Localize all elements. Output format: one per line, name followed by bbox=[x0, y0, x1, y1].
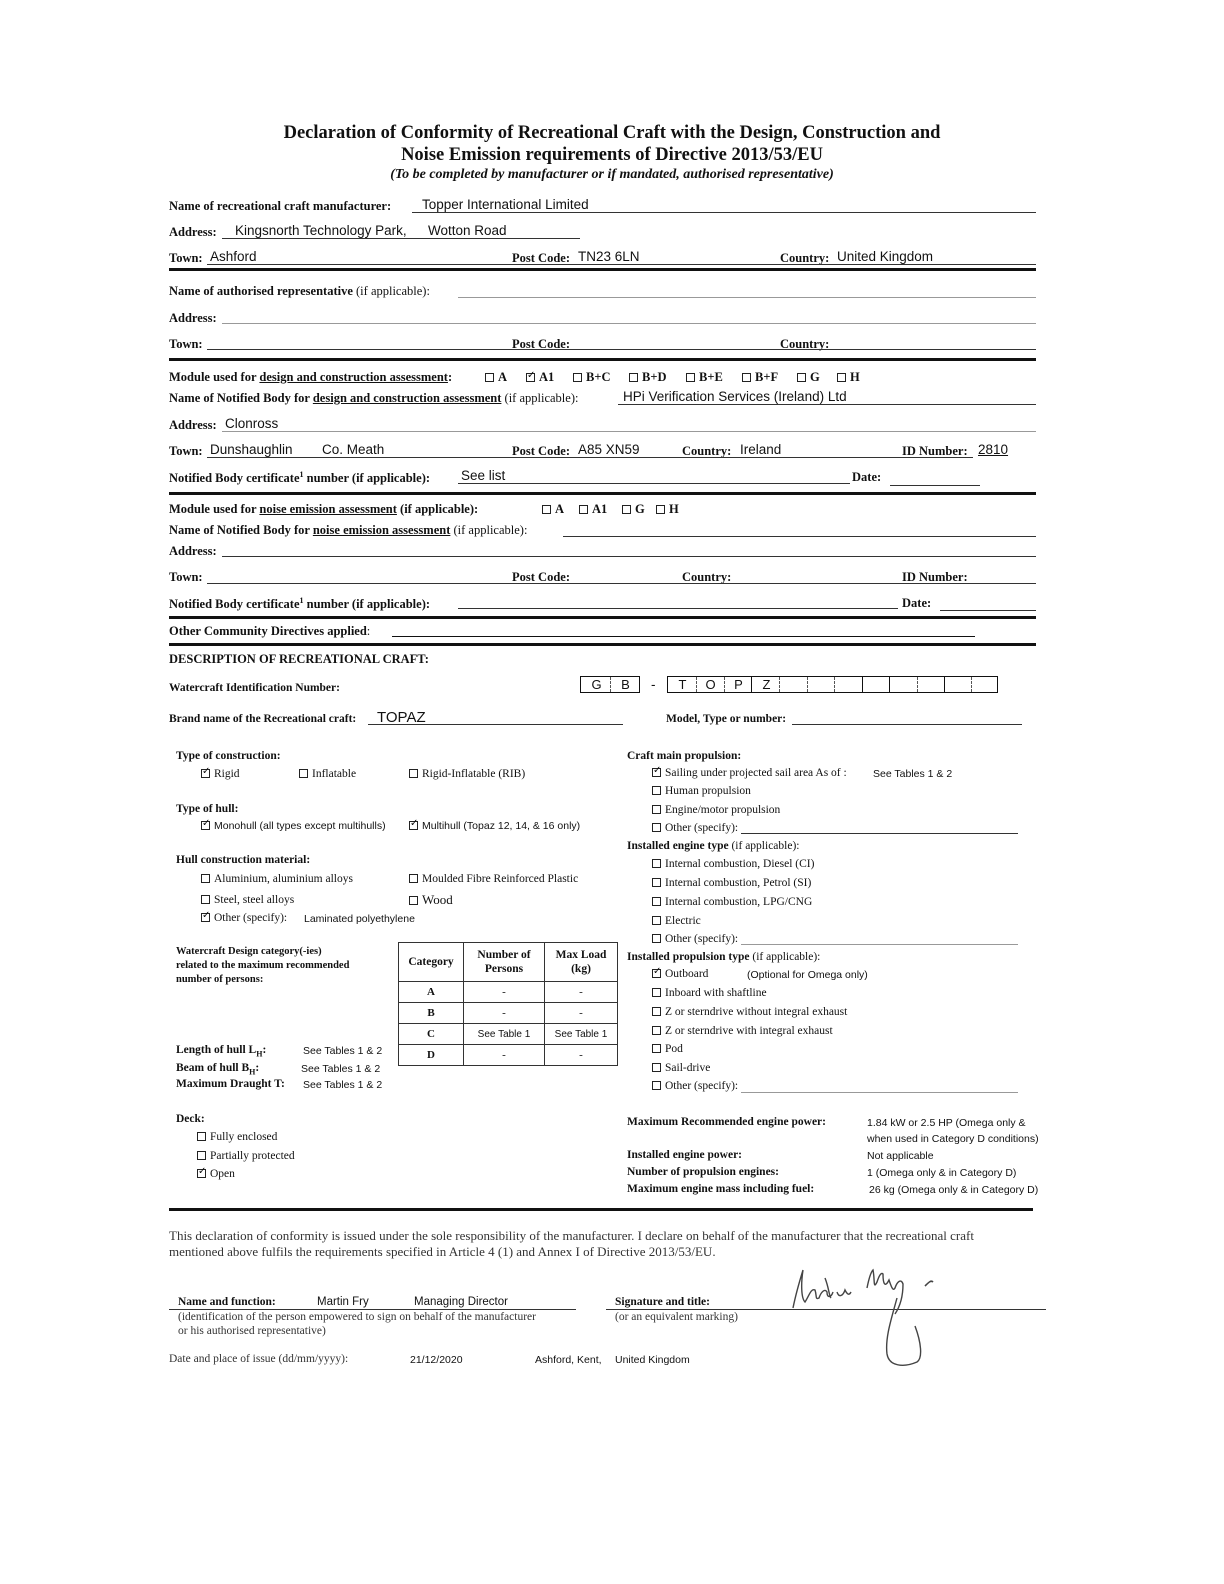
design-module-BC-checkbox-icon[interactable] bbox=[573, 373, 582, 382]
propulsion-engine[interactable] bbox=[652, 804, 780, 816]
multihull-checkbox-icon[interactable] bbox=[409, 821, 418, 830]
table-cell: See Table 1 bbox=[545, 1024, 618, 1045]
authorised-rep-postcode-label: Post Code: bbox=[512, 337, 570, 351]
saildrive-checkbox-icon[interactable] bbox=[652, 1063, 661, 1072]
design-nb-postcode: A85 XN59 bbox=[578, 442, 640, 457]
rib-checkbox-icon[interactable] bbox=[409, 769, 418, 778]
win-char bbox=[972, 677, 999, 692]
petrol-checkbox-icon[interactable] bbox=[652, 878, 661, 887]
design-nb-date-label: Date: bbox=[852, 470, 882, 484]
signature-note: (or an equivalent marking) bbox=[615, 1311, 738, 1323]
design-module-A-checkbox-icon[interactable] bbox=[485, 373, 494, 382]
partially-protected-checkbox-icon[interactable] bbox=[197, 1151, 206, 1160]
steel-checkbox-icon[interactable] bbox=[201, 895, 210, 904]
noise-module-G[interactable] bbox=[622, 502, 645, 517]
design-module-A1-checkbox-icon[interactable] bbox=[526, 373, 535, 382]
noise-module-A1-checkbox-icon[interactable] bbox=[579, 505, 588, 514]
lpg-checkbox-icon[interactable] bbox=[652, 897, 661, 906]
construction-inflatable[interactable] bbox=[299, 768, 356, 780]
manufacturer-name-label: Name of recreational craft manufacturer: bbox=[169, 199, 392, 213]
design-nb-country-label: Country: bbox=[682, 444, 732, 458]
design-module-BE-checkbox-icon[interactable] bbox=[686, 373, 695, 382]
construction-type-label: Type of construction: bbox=[176, 750, 281, 762]
design-nb-country: Ireland bbox=[740, 442, 782, 457]
signature-label: Signature and title: bbox=[615, 1296, 710, 1308]
manufacturer-address-part2: Wotton Road bbox=[428, 223, 507, 238]
design-nb-cert-label-b: number (if applicable): bbox=[303, 471, 431, 486]
other-material-checkbox-icon[interactable] bbox=[201, 913, 210, 922]
design-module-BF-label: B+F bbox=[755, 370, 779, 384]
deck-label: Deck: bbox=[176, 1113, 205, 1125]
propulsion-other-checkbox-icon[interactable] bbox=[652, 823, 661, 832]
z-without-label: Z or sterndrive without integral exhaust bbox=[665, 1006, 848, 1018]
rib-label: Rigid-Inflatable (RIB) bbox=[422, 768, 526, 780]
win-group1 bbox=[580, 676, 640, 693]
design-nb-town-label: Town: bbox=[169, 444, 203, 458]
noise-nb-suffix: (if applicable): bbox=[450, 523, 528, 537]
sail-area-value: See Tables 1 & 2 bbox=[873, 768, 953, 780]
design-module-BF[interactable] bbox=[742, 370, 778, 385]
other-directives-text: Other Community Directives applied bbox=[169, 624, 367, 638]
noise-module-H[interactable] bbox=[656, 502, 679, 517]
table-row bbox=[399, 982, 618, 1003]
win-char: B bbox=[621, 677, 630, 692]
inflatable-label: Inflatable bbox=[312, 768, 357, 780]
material-other[interactable] bbox=[201, 912, 287, 924]
material-steel[interactable] bbox=[201, 894, 294, 906]
max-power-line1: 1.84 kW or 2.5 HP (Omega only & bbox=[867, 1117, 1026, 1129]
installed-power-label: Installed engine power: bbox=[627, 1149, 742, 1161]
noise-module-label bbox=[169, 502, 478, 517]
noise-nb-label bbox=[169, 523, 527, 538]
noise-nb-cert-label-b: number (if applicable): bbox=[303, 597, 431, 612]
table-cell: See Table 1 bbox=[464, 1024, 545, 1045]
fully-enclosed-label: Fully enclosed bbox=[210, 1131, 278, 1143]
design-module-BE[interactable] bbox=[686, 370, 723, 385]
material-aluminium[interactable] bbox=[201, 873, 353, 885]
open-label: Open bbox=[210, 1168, 235, 1180]
signatory-note-line1: (identification of the person empowered to sign on behalf of the manufacturer bbox=[178, 1311, 536, 1323]
design-module-G-label: G bbox=[810, 370, 820, 384]
manufacturer-name: Topper International Limited bbox=[422, 197, 589, 212]
design-module-BF-checkbox-icon[interactable] bbox=[742, 373, 751, 382]
brand-label: Brand name of the Recreational craft: bbox=[169, 713, 357, 725]
inboard-label: Inboard with shaftline bbox=[665, 987, 767, 999]
win-char bbox=[835, 677, 862, 692]
signatory-name: Martin Fry bbox=[317, 1296, 369, 1308]
draught-value: See Tables 1 & 2 bbox=[303, 1079, 383, 1091]
signatory-function: Managing Director bbox=[414, 1296, 508, 1308]
design-category-label-1: Watercraft Design category(-ies) bbox=[176, 946, 322, 957]
table-cell: - bbox=[464, 1045, 545, 1066]
design-nb-cert-value: See list bbox=[461, 468, 506, 483]
other-material-value: Laminated polyethylene bbox=[304, 913, 415, 925]
win-dash: - bbox=[651, 677, 656, 692]
win-char bbox=[918, 677, 945, 692]
noise-nb-prefix: Name of Notified Body for bbox=[169, 523, 313, 537]
aluminium-label: Aluminium, aluminium alloys bbox=[214, 873, 353, 885]
noise-nb-country-label: Country: bbox=[682, 570, 732, 584]
win-char: G bbox=[591, 677, 602, 692]
design-module-A1[interactable] bbox=[526, 370, 554, 385]
wood-label: Wood bbox=[422, 892, 453, 907]
noise-module-A1[interactable] bbox=[579, 502, 607, 517]
signatory-note-line2: or his authorised representative) bbox=[178, 1325, 326, 1337]
issue-place-part2: United Kingdom bbox=[615, 1354, 690, 1366]
win-char bbox=[890, 677, 917, 692]
design-nb-postcode-label: Post Code: bbox=[512, 444, 570, 458]
issue-place-part1: Ashford, Kent, bbox=[535, 1354, 602, 1366]
table-header: Max Load (kg) bbox=[545, 943, 618, 982]
table-cell: A bbox=[399, 982, 464, 1003]
beam-label-text: Beam of hull B bbox=[176, 1062, 250, 1074]
prop-type-label-text: Installed propulsion type bbox=[627, 951, 750, 963]
propulsion-other[interactable] bbox=[652, 822, 738, 834]
authorised-rep-name-suffix: (if applicable): bbox=[352, 284, 430, 298]
engine-other[interactable] bbox=[652, 933, 738, 945]
table-cell: - bbox=[545, 1045, 618, 1066]
design-nb-id-label: ID Number: bbox=[902, 444, 968, 458]
design-module-G[interactable] bbox=[797, 370, 820, 385]
design-nb-cert-label bbox=[169, 470, 430, 486]
electric-label: Electric bbox=[665, 915, 701, 927]
prop-saildrive[interactable] bbox=[652, 1062, 710, 1074]
table-row bbox=[399, 1024, 618, 1045]
issue-date-label: Date and place of issue (dd/mm/yyyy): bbox=[169, 1353, 349, 1365]
win-char bbox=[945, 677, 972, 692]
table-header: Category bbox=[399, 943, 464, 982]
sailing-checkbox-icon[interactable] bbox=[652, 768, 661, 777]
engine-diesel[interactable] bbox=[652, 858, 814, 870]
brand-value: TOPAZ bbox=[377, 709, 426, 726]
design-module-BD-label: B+D bbox=[642, 370, 667, 384]
design-module-BE-label: B+E bbox=[699, 370, 723, 384]
inflatable-checkbox-icon[interactable] bbox=[299, 769, 308, 778]
win-char bbox=[808, 677, 835, 692]
declaration-line1: This declaration of conformity is issued under the sole responsibility of the manufacturer. I declare on behalf of the manufacturer that the recreational craft bbox=[169, 1228, 974, 1243]
win-char bbox=[780, 677, 807, 692]
engine-checkbox-icon[interactable] bbox=[652, 805, 661, 814]
z-with-checkbox-icon[interactable] bbox=[652, 1026, 661, 1035]
table-row bbox=[399, 943, 618, 982]
noise-module-H-label: H bbox=[669, 502, 679, 516]
table-cell: B bbox=[399, 1003, 464, 1024]
design-module-H-label: H bbox=[850, 370, 860, 384]
wood-checkbox-icon[interactable] bbox=[409, 896, 418, 905]
other-directives-colon: : bbox=[366, 624, 371, 638]
design-module-prefix: Module used for bbox=[169, 370, 260, 384]
design-module-label bbox=[169, 370, 452, 385]
max-power-line2: when used in Category D conditions) bbox=[867, 1133, 1039, 1145]
hull-material-label: Hull construction material: bbox=[176, 854, 311, 866]
diesel-label: Internal combustion, Diesel (CI) bbox=[665, 858, 815, 870]
length-label-text: Length of hull L bbox=[176, 1044, 257, 1056]
noise-module-G-label: G bbox=[635, 502, 645, 516]
design-nb-cert-label-a: Notified Body certificate bbox=[169, 471, 300, 486]
pod-checkbox-icon[interactable] bbox=[652, 1044, 661, 1053]
main-propulsion-label: Craft main propulsion: bbox=[627, 750, 742, 762]
handwritten-signature bbox=[785, 1258, 945, 1373]
frp-checkbox-icon[interactable] bbox=[409, 874, 418, 883]
prop-type-label bbox=[627, 951, 820, 963]
installed-power-value: Not applicable bbox=[867, 1150, 934, 1162]
table-cell: - bbox=[545, 982, 618, 1003]
engine-label: Engine/motor propulsion bbox=[665, 804, 781, 816]
manufacturer-country: United Kingdom bbox=[837, 249, 934, 264]
manufacturer-postcode-label: Post Code: bbox=[512, 251, 570, 265]
noise-nb-postcode-label: Post Code: bbox=[512, 570, 570, 584]
open-checkbox-icon[interactable] bbox=[197, 1169, 206, 1178]
design-category-table bbox=[398, 942, 618, 1066]
design-module-A1-label: A1 bbox=[539, 370, 555, 384]
authorised-rep-name-label bbox=[169, 284, 430, 299]
design-module-A[interactable] bbox=[485, 370, 507, 385]
prop-other[interactable] bbox=[652, 1080, 738, 1092]
design-category-label-3: number of persons: bbox=[176, 974, 264, 985]
table-cell: D bbox=[399, 1045, 464, 1066]
beam-label-sub: H bbox=[249, 1067, 256, 1077]
beam-value: See Tables 1 & 2 bbox=[301, 1063, 381, 1075]
table-row bbox=[399, 1003, 618, 1024]
design-module-G-checkbox-icon[interactable] bbox=[797, 373, 806, 382]
design-module-H[interactable] bbox=[837, 370, 860, 385]
steel-label: Steel, steel alloys bbox=[214, 894, 295, 906]
beam-label: Beam of hull $B_H$: bbox=[176, 1062, 260, 1077]
design-nb-name: HPi Verification Services (Ireland) Ltd bbox=[623, 389, 847, 404]
engine-mass-value: 26 kg (Omega only & in Category D) bbox=[869, 1184, 1039, 1196]
authorised-rep-name-text: Name of authorised representative bbox=[169, 284, 353, 298]
prop-outboard[interactable] bbox=[652, 968, 708, 980]
engine-count-label: Number of propulsion engines: bbox=[627, 1166, 779, 1178]
model-label: Model, Type or number: bbox=[666, 713, 787, 725]
propulsion-human[interactable] bbox=[652, 785, 751, 797]
win-group2 bbox=[667, 676, 998, 693]
construction-rigid[interactable] bbox=[201, 768, 240, 780]
manufacturer-address-part1: Kingsnorth Technology Park, bbox=[235, 223, 407, 238]
authorised-rep-country-label: Country: bbox=[780, 337, 830, 351]
table-cell: - bbox=[464, 982, 545, 1003]
noise-nb-town-label: Town: bbox=[169, 570, 203, 584]
human-label: Human propulsion bbox=[665, 785, 751, 797]
design-nb-suffix: (if applicable): bbox=[501, 391, 579, 405]
hull-type-label: Type of hull: bbox=[176, 803, 239, 815]
win-label: Watercraft Identification Number: bbox=[169, 682, 340, 694]
length-label: Length of hull $L_H$: bbox=[176, 1044, 267, 1059]
manufacturer-town-label: Town: bbox=[169, 251, 203, 265]
monohull-label: Monohull (all types except multihulls) bbox=[214, 820, 386, 832]
outboard-checkbox-icon[interactable] bbox=[652, 969, 661, 978]
design-nb-address: Clonross bbox=[225, 416, 279, 431]
noise-nb-cert-label bbox=[169, 596, 430, 612]
other-material-label: Other (specify): bbox=[214, 912, 288, 924]
win-char: O bbox=[705, 677, 716, 692]
design-nb-town: Dunshaughlin bbox=[210, 442, 293, 457]
prop-pod[interactable] bbox=[652, 1043, 683, 1055]
design-nb-cert-sup: 1 bbox=[299, 470, 304, 479]
noise-nb-address-label: Address: bbox=[169, 544, 217, 558]
table-header: Number of Persons bbox=[464, 943, 545, 982]
outboard-label: Outboard bbox=[665, 968, 709, 980]
draught-label: Maximum Draught T: bbox=[176, 1078, 285, 1090]
noise-module-A-label: A bbox=[555, 502, 565, 516]
length-label-sub: H bbox=[256, 1049, 263, 1059]
noise-nb-underlined: noise emission assessment bbox=[312, 523, 451, 537]
rigid-checkbox-icon[interactable] bbox=[201, 769, 210, 778]
material-frp[interactable] bbox=[409, 873, 578, 885]
design-module-BC[interactable] bbox=[573, 370, 611, 385]
petrol-label: Internal combustion, Petrol (SI) bbox=[665, 877, 812, 889]
engine-lpg[interactable] bbox=[652, 896, 812, 908]
length-value: See Tables 1 & 2 bbox=[303, 1045, 383, 1057]
deck-fully-enclosed[interactable] bbox=[197, 1131, 277, 1143]
noise-module-underlined: noise emission assessment bbox=[259, 502, 397, 516]
noise-nb-date-label: Date: bbox=[902, 596, 932, 610]
description-heading: DESCRIPTION OF RECREATIONAL CRAFT: bbox=[169, 652, 429, 666]
design-nb-underlined: design and construction assessment bbox=[312, 391, 502, 405]
manufacturer-country-label: Country: bbox=[780, 251, 830, 265]
design-nb-county: Co. Meath bbox=[322, 442, 385, 457]
authorised-rep-address-label: Address: bbox=[169, 311, 217, 325]
noise-module-H-checkbox-icon[interactable] bbox=[656, 505, 665, 514]
aluminium-checkbox-icon[interactable] bbox=[201, 874, 210, 883]
z-with-label: Z or sterndrive with integral exhaust bbox=[665, 1025, 833, 1037]
lpg-label: Internal combustion, LPG/CNG bbox=[665, 896, 813, 908]
prop-type-label-suffix: (if applicable): bbox=[749, 951, 821, 963]
engine-count-value: 1 (Omega only & in Category D) bbox=[867, 1167, 1017, 1179]
design-module-A-label: A bbox=[498, 370, 508, 384]
engine-electric[interactable] bbox=[652, 915, 701, 927]
sailing-label: Sailing under projected sail area As of : bbox=[665, 767, 847, 779]
manufacturer-postcode: TN23 6LN bbox=[578, 249, 640, 264]
noise-module-A1-label: A1 bbox=[592, 502, 608, 516]
engine-mass-label: Maximum engine mass including fuel: bbox=[627, 1183, 815, 1195]
engine-type-label-text: Installed engine type bbox=[627, 840, 729, 852]
material-wood[interactable] bbox=[409, 892, 453, 908]
propulsion-other-label: Other (specify): bbox=[665, 822, 739, 834]
engine-other-label: Other (specify): bbox=[665, 933, 739, 945]
engine-petrol[interactable] bbox=[652, 877, 811, 889]
design-nb-id-number: 2810 bbox=[978, 442, 1009, 457]
design-nb-address-label: Address: bbox=[169, 418, 217, 432]
issue-date: 21/12/2020 bbox=[410, 1354, 463, 1366]
noise-module-A-checkbox-icon[interactable] bbox=[542, 505, 551, 514]
engine-type-label bbox=[627, 840, 799, 852]
design-nb-label bbox=[169, 391, 578, 406]
noise-nb-cert-label-a: Notified Body certificate bbox=[169, 597, 300, 612]
deck-partially-protected[interactable] bbox=[197, 1150, 295, 1162]
design-module-underlined: design and construction assessment bbox=[259, 370, 448, 384]
win-char: P bbox=[734, 677, 743, 692]
hull-multihull[interactable] bbox=[409, 820, 580, 832]
table-cell: - bbox=[545, 1003, 618, 1024]
propulsion-sailing[interactable] bbox=[652, 767, 847, 779]
prop-z-without[interactable] bbox=[652, 1006, 847, 1018]
design-module-BD-checkbox-icon[interactable] bbox=[629, 373, 638, 382]
engine-type-label-suffix: (if applicable): bbox=[728, 840, 800, 852]
max-power-label: Maximum Recommended engine power: bbox=[627, 1116, 826, 1128]
authorised-rep-town-label: Town: bbox=[169, 337, 203, 351]
rigid-label: Rigid bbox=[214, 768, 240, 780]
pod-label: Pod bbox=[665, 1043, 683, 1055]
prop-other-label: Other (specify): bbox=[665, 1080, 739, 1092]
table-row bbox=[399, 1045, 618, 1066]
diesel-checkbox-icon[interactable] bbox=[652, 859, 661, 868]
monohull-checkbox-icon[interactable] bbox=[201, 821, 210, 830]
title-line2: Noise Emission requirements of Directive 2013/53/EU bbox=[401, 145, 823, 165]
design-nb-prefix: Name of Notified Body for bbox=[169, 391, 313, 405]
engine-other-checkbox-icon[interactable] bbox=[652, 934, 661, 943]
design-category-label-2: related to the maximum recommended bbox=[176, 960, 350, 971]
z-without-checkbox-icon[interactable] bbox=[652, 1007, 661, 1016]
declaration-line2: mentioned above fulfils the requirements specified in Article 4 (1) and Annex I of Directive 2013/53/EU. bbox=[169, 1244, 716, 1259]
construction-rib[interactable] bbox=[409, 768, 525, 780]
deck-open[interactable] bbox=[197, 1168, 235, 1180]
prop-other-checkbox-icon[interactable] bbox=[652, 1081, 661, 1090]
human-checkbox-icon[interactable] bbox=[652, 786, 661, 795]
partially-protected-label: Partially protected bbox=[210, 1150, 295, 1162]
design-module-colon: : bbox=[447, 370, 453, 384]
prop-inboard[interactable] bbox=[652, 987, 767, 999]
electric-checkbox-icon[interactable] bbox=[652, 916, 661, 925]
win-char: T bbox=[678, 677, 687, 692]
table-cell: C bbox=[399, 1024, 464, 1045]
design-module-H-checkbox-icon[interactable] bbox=[837, 373, 846, 382]
prop-z-with[interactable] bbox=[652, 1025, 833, 1037]
fully-enclosed-checkbox-icon[interactable] bbox=[197, 1132, 206, 1141]
frp-label: Moulded Fibre Reinforced Plastic bbox=[422, 873, 579, 885]
noise-module-prefix: Module used for bbox=[169, 502, 260, 516]
outboard-note: (Optional for Omega only) bbox=[747, 969, 868, 981]
other-directives-label bbox=[169, 624, 370, 639]
hull-monohull[interactable] bbox=[201, 820, 386, 832]
design-module-BC-label: B+C bbox=[586, 370, 611, 384]
noise-module-suffix: (if applicable): bbox=[396, 502, 479, 516]
win-char: Z bbox=[762, 677, 771, 692]
design-module-BD[interactable] bbox=[629, 370, 667, 385]
noise-module-A[interactable] bbox=[542, 502, 564, 517]
table-cell: - bbox=[464, 1003, 545, 1024]
saildrive-label: Sail-drive bbox=[665, 1062, 711, 1074]
manufacturer-town: Ashford bbox=[210, 249, 257, 264]
title-line3: (To be completed by manufacturer or if mandated, authorised representative) bbox=[390, 167, 834, 182]
win-char bbox=[863, 677, 890, 692]
multihull-label: Multihull (Topaz 12, 14, & 16 only) bbox=[422, 820, 581, 832]
noise-module-G-checkbox-icon[interactable] bbox=[622, 505, 631, 514]
noise-nb-id-label: ID Number: bbox=[902, 570, 968, 584]
inboard-checkbox-icon[interactable] bbox=[652, 988, 661, 997]
title-line1: Declaration of Conformity of Recreational Craft with the Design, Construction and bbox=[283, 123, 941, 143]
manufacturer-address-label: Address: bbox=[169, 225, 217, 239]
noise-nb-cert-sup: 1 bbox=[299, 596, 304, 605]
signatory-name-label: Name and function: bbox=[178, 1296, 276, 1308]
